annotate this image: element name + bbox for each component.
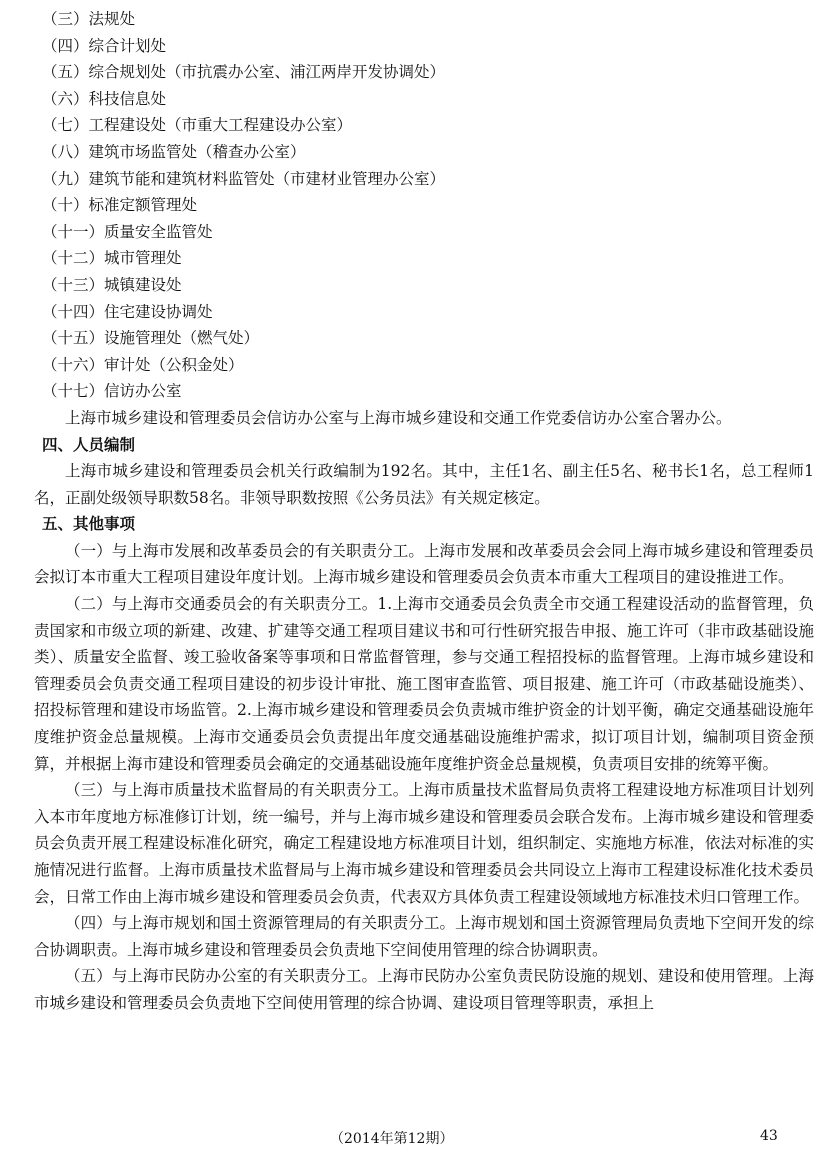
department-item: （十五）设施管理处（燃气处） [42, 329, 260, 348]
department-item: （十三）城镇建设处 [42, 275, 182, 294]
page-number: 43 [760, 1128, 778, 1144]
issue-label: （2014年第12期） [330, 1131, 454, 1147]
xinfang-note: 上海市城乡建设和管理委员会信访办公室与上海市城乡建设和交通工作党委信访办公室合署办公。 [65, 408, 732, 427]
section-5-paragraph: （二）与上海市交通委员会的有关职责分工。1.上海市交通委员会负责全市交通工程建设活动的监督管理，负责国家和市级立项的新建、改建、扩建等交通工程项目建议书和可行性研究报告申报、施工许可（非市政基础设施类）、质量安全监督、竣工验收备案等事项和日常监督管理，参与交通工程招投标的监督管理。上海市城乡建设和管理委员会负责交通工程项目建设的初步设计审批、施工图审查监管、项目报建、施工许可（市政基础设施类）、招投标管理和建设市场监管。2.上海市城乡建设和管理委员会负责城市维护资金的计划平衡，确定交通基础设施年度维护资金总量规模。上海市交通委员会负责提出年度交通基础设施维护需求，拟订项目计划，编制项目资金预算，并根据上海市建设和管理委员会确定的交通基础设施年度维护资金总量规模，负责项目安排的统筹平衡。 [34, 595, 814, 773]
section-5-heading: 五、其他事项 [42, 514, 136, 534]
section-5-paragraph: （五）与上海市民防办公室的有关职责分工。上海市民防办公室负责民防设施的规划、建设和使用管理。上海市城乡建设和管理委员会负责地下空间使用管理的综合协调、建设项目管理等职责，承担上 [34, 967, 814, 1012]
section-4-heading: 四、人员编制 [42, 434, 136, 454]
department-item: （十七）信访办公室 [42, 382, 182, 401]
department-item: （六）科技信息处 [42, 89, 167, 108]
department-item: （四）综合计划处 [42, 36, 167, 55]
document-page [34, 6, 814, 1017]
department-item: （十四）住宅建设协调处 [42, 302, 213, 321]
department-item: （十六）审计处（公积金处） [42, 355, 244, 374]
department-list [34, 6, 814, 405]
department-item: （十一）质量安全监管处 [42, 222, 213, 241]
department-item: （三）法规处 [42, 10, 136, 28]
page-footer [0, 1128, 827, 1154]
section-4-text: 上海市城乡建设和管理委员会机关行政编制为192名。其中，主任1名、副主任5名、秘书长1名，总工程师1名，正副处级领导职数58名。非领导职数按照《公务员法》有关规定核定。 [34, 462, 814, 507]
department-item: （九）建筑节能和建筑材料监管处（市建材业管理办公室） [42, 169, 446, 188]
department-item: （十）标准定额管理处 [42, 196, 198, 215]
department-item: （七）工程建设处（市重大工程建设办公室） [42, 116, 353, 135]
section-5-paragraph: （一）与上海市发展和改革委员会的有关职责分工。上海市发展和改革委员会会同上海市城乡建设和管理委员会拟订本市重大工程项目建设年度计划。上海市城乡建设和管理委员会负责本市重大工程项目的建设推进工作。 [34, 541, 814, 587]
department-item: （五）综合规划处（市抗震办公室、浦江两岸开发协调处） [42, 63, 446, 82]
department-item: （十二）城市管理处 [42, 249, 182, 268]
section-5-paragraph: （四）与上海市规划和国土资源管理局的有关职责分工。上海市规划和国土资源管理局负责地下空间开发的综合协调职责。上海市城乡建设和管理委员会负责地下空间使用管理的综合协调职责。 [34, 914, 814, 959]
department-item: （八）建筑市场监管处（稽查办公室） [42, 142, 306, 161]
section-5-paragraph: （三）与上海市质量技术监督局的有关职责分工。上海市质量技术监督局负责将工程建设地方标准项目计划列入本市年度地方标准修订计划，统一编号，并与上海市城乡建设和管理委员会联合发布。上海市城乡建设和管理委员会负责开展工程建设标准化研究，确定工程建设地方标准项目计划，组织制定、实施地方标准，依法对标准的实施情况进行监督。上海市质量技术监督局与上海市城乡建设和管理委员会共同设立上海市工程建设标准化技术委员会，日常工作由上海市城乡建设和管理委员会负责，代表双方具体负责工程建设领域地方标准技术归口管理工作。 [34, 781, 814, 906]
